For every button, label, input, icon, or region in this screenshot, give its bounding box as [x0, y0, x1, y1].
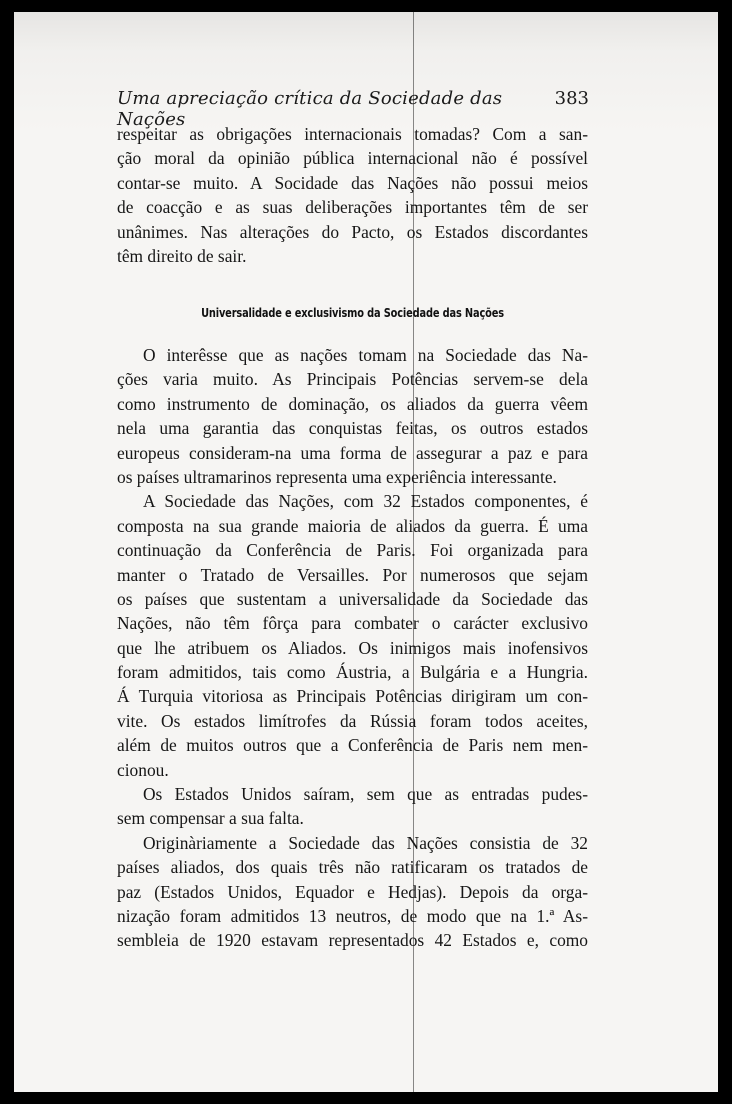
section-heading: Universalidade e exclusivismo da Sociedade das Nações — [201, 305, 504, 320]
text-line: têm direito de sair. — [117, 245, 247, 266]
text-line: Originàriamente a Sociedade das Nações consistia de 32 — [143, 832, 588, 853]
text-line: vite. Os estados limítrofes da Rússia foram todos aceites, — [117, 710, 588, 731]
page-number: 383 — [554, 88, 589, 109]
text-line: contar-se muito. A Socidade das Nações não possui meios — [117, 172, 588, 193]
text-line: que lhe atribuem os Aliados. Os inimigos mais inofensivos — [117, 637, 588, 658]
text-line: A Sociedade das Nações, com 32 Estados componentes, é — [143, 491, 588, 512]
body-text — [117, 343, 588, 953]
text-line: composta na sua grande maioria de aliados da guerra. É uma — [117, 515, 588, 536]
text-line: ção moral da opinião pública internacional não é possível — [117, 148, 588, 169]
text-line: manter o Tratado de Versailles. Por numerosos que sejam — [117, 564, 588, 585]
text-line: sem compensar a sua falta. — [117, 808, 304, 829]
text-line: unânimes. Nas alterações do Pacto, os Estados discordantes — [117, 221, 588, 242]
text-line: Á Turquia vitoriosa as Principais Potências dirigiram um con- — [117, 686, 588, 707]
text-line: O interêsse que as nações tomam na Sociedade das Na- — [143, 345, 588, 365]
text-line: continuação da Conferência de Paris. Foi organizada para — [117, 540, 588, 561]
text-line: Nações, não têm fôrça para combater o carácter exclusivo — [117, 613, 588, 634]
text-line: Os Estados Unidos saíram, sem que as entradas pudes- — [143, 784, 588, 805]
intro-paragraph — [117, 122, 588, 268]
text-line: sembleia de 1920 estavam representados 42 Estados e, como — [117, 930, 588, 951]
text-line: foram admitidos, tais como Áustria, a Bulgária e a Hungria. — [117, 662, 588, 683]
text-line: países aliados, dos quais três não ratificaram os tratados de — [117, 857, 588, 878]
text-line: respeitar as obrigações internacionais tomadas? Com a san- — [117, 124, 588, 144]
running-title: Uma apreciação crítica da Sociedade das Nações — [117, 88, 503, 130]
text-line: os países que sustentam a universalidade da Sociedade das — [117, 588, 588, 609]
text-line: de coacção e as suas deliberações importantes têm de ser — [117, 197, 588, 218]
text-line: cionou. — [117, 759, 169, 780]
text-line: como instrumento de dominação, os aliados da guerra vêem — [117, 393, 588, 414]
text-line: ções varia muito. As Principais Potências servem-se dela — [117, 369, 588, 390]
text-line: além de muitos outros que a Conferência de Paris nem men- — [117, 735, 588, 756]
text-line: nela uma garantia das conquistas feitas, os outros estados — [117, 418, 588, 439]
text-line: paz (Estados Unidos, Equador e Hedjas). Depois da orga- — [117, 881, 588, 902]
text-line: europeus consideram-na uma forma de assegurar a paz e para — [117, 442, 588, 463]
text-line: nização foram admitidos 13 neutros, de modo que na 1.ª As- — [117, 905, 588, 926]
text-line: os países ultramarinos representa uma experiência interessante. — [117, 466, 557, 487]
